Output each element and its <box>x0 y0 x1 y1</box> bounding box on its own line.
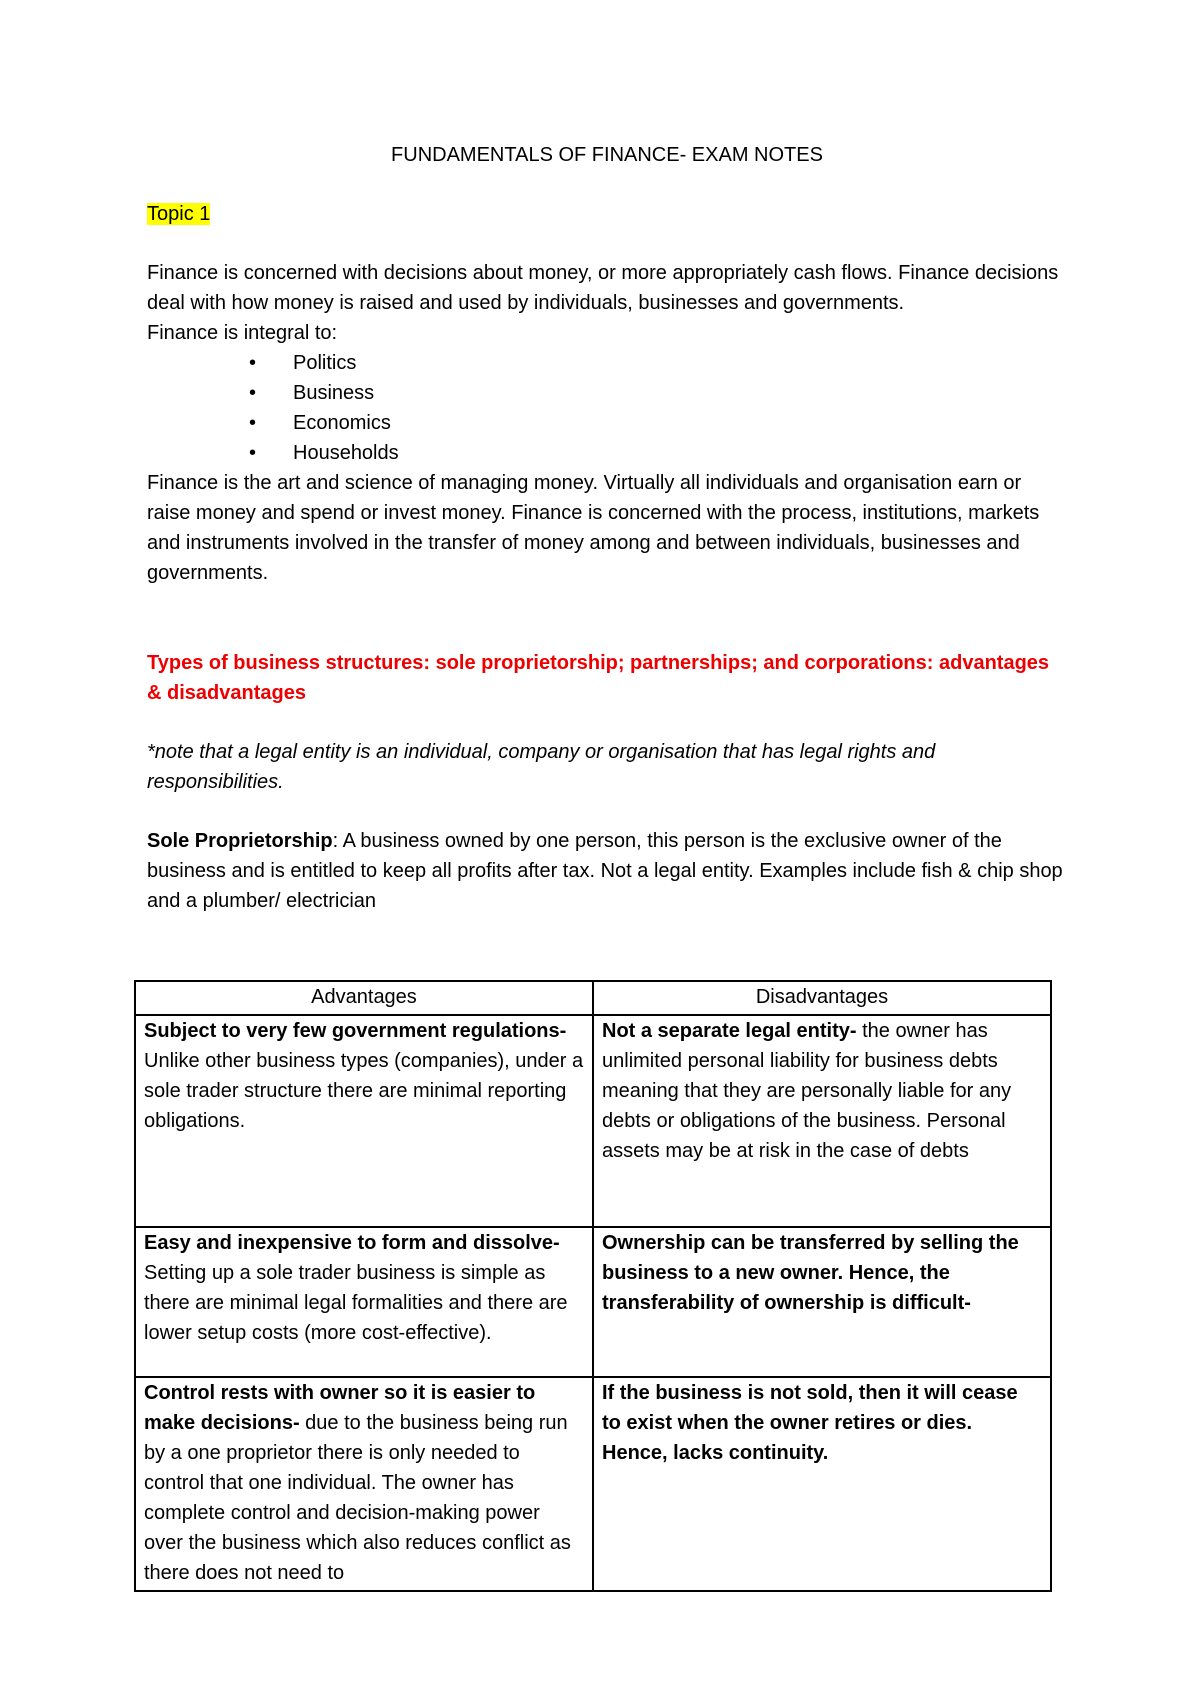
bullet-icon: • <box>249 352 257 374</box>
advantage-heading: Subject to very few government regulations- <box>144 1020 567 1042</box>
column-header-disadvantages: Disadvantages <box>593 981 1051 1015</box>
disadvantage-heading: If the business is not sold, then it will cease to exist when the owner retires or dies. Hence, lacks continuity. <box>602 1382 1018 1464</box>
list-item-label: Politics <box>293 352 357 374</box>
legal-entity-note: *note that a legal entity is an individual, company or organisation that has legal rights and responsibilities. <box>147 741 936 793</box>
advantage-cell <box>135 1377 593 1591</box>
intro-paragraph: Finance is concerned with decisions about money, or more appropriately cash flows. Finance decisions deal with how money is raised and used by individuals, businesses and governments. <box>147 262 1059 314</box>
list-item <box>239 348 1067 378</box>
list-item <box>239 408 1067 438</box>
table-row <box>135 1227 1051 1377</box>
disadvantage-heading: Not a separate legal entity- <box>602 1020 857 1042</box>
list-item-label: Economics <box>293 412 391 434</box>
disadvantage-cell <box>593 1227 1051 1377</box>
table-row <box>135 1015 1051 1227</box>
topic-label-highlight: Topic 1 <box>147 203 211 225</box>
table-row <box>135 1377 1051 1591</box>
advantage-text: due to the business being run by a one proprietor there is only needed to control that one individual. The owner has complete control and decision-making power over the business which also reduces conflict as there does not need to <box>144 1412 571 1584</box>
integral-lead: Finance is integral to: <box>147 322 338 344</box>
advantage-cell <box>135 1227 593 1377</box>
art-science-paragraph: Finance is the art and science of managing money. Virtually all individuals and organisation earn or raise money and spend or invest money. Finance is concerned with the process, institutions, markets and instruments involved in the transfer of money among and between individuals, businesses and governments. <box>147 472 1040 584</box>
list-item <box>239 438 1067 468</box>
bullet-icon: • <box>249 412 257 434</box>
disadvantage-cell <box>593 1015 1051 1227</box>
section-heading: Types of business structures: sole proprietorship; partnerships; and corporations: advantages & disadvantages <box>147 652 1050 704</box>
list-item-label: Households <box>293 442 399 464</box>
sole-proprietorship-definition <box>147 826 1067 916</box>
definition-text: : A business owned by one person, this person is the exclusive owner of the business and is entitled to keep all profits after tax. Not a legal entity. Examples include fish & chip shop and a plumber/ electrician <box>147 830 1063 912</box>
document-page <box>147 140 1067 946</box>
definition-term: Sole Proprietorship <box>147 830 333 852</box>
disadvantage-heading: Ownership can be transferred by selling the business to a new owner. Hence, the transferability of ownership is difficult- <box>602 1232 1019 1314</box>
bullet-icon: • <box>249 382 257 404</box>
list-item <box>239 378 1067 408</box>
advantage-heading: Easy and inexpensive to form and dissolve- <box>144 1232 560 1254</box>
column-header-advantages: Advantages <box>135 981 593 1015</box>
disadvantage-text: the owner has unlimited personal liability for business debts meaning that they are personally liable for any debts or obligations of the business. Personal assets may be at risk in the case of debts <box>602 1020 1012 1162</box>
disadvantage-cell <box>593 1377 1051 1591</box>
integral-list <box>147 348 1067 468</box>
table-header-row <box>135 981 1051 1015</box>
document-title: FUNDAMENTALS OF FINANCE- EXAM NOTES <box>391 144 823 166</box>
advantage-text: Unlike other business types (companies), under a sole trader structure there are minimal reporting obligations. <box>144 1050 584 1132</box>
advantage-heading: Control rests with owner so it is easier to make decisions- <box>144 1382 536 1434</box>
list-item-label: Business <box>293 382 375 404</box>
topic-heading <box>147 199 1067 229</box>
advantage-cell <box>135 1015 593 1227</box>
advantages-disadvantages-table <box>134 980 1052 1592</box>
advantage-text: Setting up a sole trader business is simple as there are minimal legal formalities and there are lower setup costs (more cost-effective). <box>144 1262 568 1344</box>
bullet-icon: • <box>249 442 257 464</box>
